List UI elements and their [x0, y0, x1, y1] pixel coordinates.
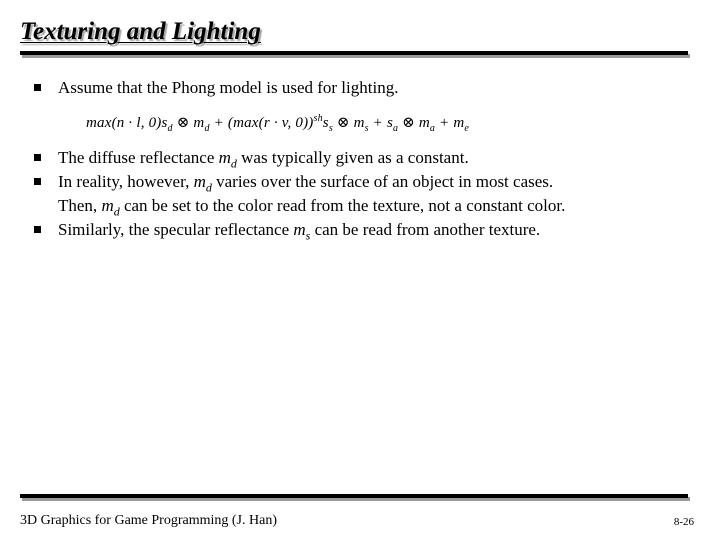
bullet-2-text: The diffuse reflectance $m_d$ was typically given as a constant.	[58, 148, 469, 171]
bullet-4-text: Similarly, the specular reflectance $m_s$ can be read from another texture.	[58, 220, 541, 243]
bullet-square-icon	[34, 178, 41, 185]
bullet-3b-text: Then, $m_d$ can be set to the color read from the texture, not a constant color.	[58, 196, 566, 219]
formula-part: + s	[368, 115, 393, 131]
title-divider	[20, 51, 688, 55]
slide-number: 8-26	[673, 516, 694, 528]
bullet-1-text: Assume that the Phong model is used for lighting.	[58, 78, 399, 97]
footer-credit: 3D Graphics for Game Programming (J. Han)	[20, 513, 277, 528]
formula-sub: d	[204, 123, 210, 134]
slide-title: Texturing and Lighting	[20, 18, 261, 45]
formula-sub: a	[429, 123, 436, 134]
formula-part: max(n · l, 0)s	[86, 115, 168, 131]
formula-sub: d	[167, 123, 173, 134]
bullet-square-icon	[34, 84, 41, 91]
bullet-3-text: In reality, however, $m_d$ varies over the surface of an object in most cases.	[58, 172, 554, 195]
bullet-square-icon	[34, 226, 41, 233]
formula-sub: s	[364, 123, 369, 134]
formula-sup: sh	[313, 113, 323, 124]
formula-part: + m	[435, 115, 465, 131]
phong-formula	[86, 113, 469, 134]
bullet-square-icon	[34, 154, 41, 161]
formula-part: ⊗ m	[332, 115, 365, 131]
formula-part: s	[322, 115, 329, 131]
formula-part: + (max(r · v, 0))	[209, 115, 314, 131]
formula-part: ⊗ m	[172, 115, 205, 131]
formula-sub: e	[464, 123, 469, 134]
formula-sub: a	[392, 123, 399, 134]
formula-part: ⊗ m	[398, 115, 430, 131]
footer-divider	[20, 494, 688, 498]
formula-sub: s	[328, 123, 333, 134]
